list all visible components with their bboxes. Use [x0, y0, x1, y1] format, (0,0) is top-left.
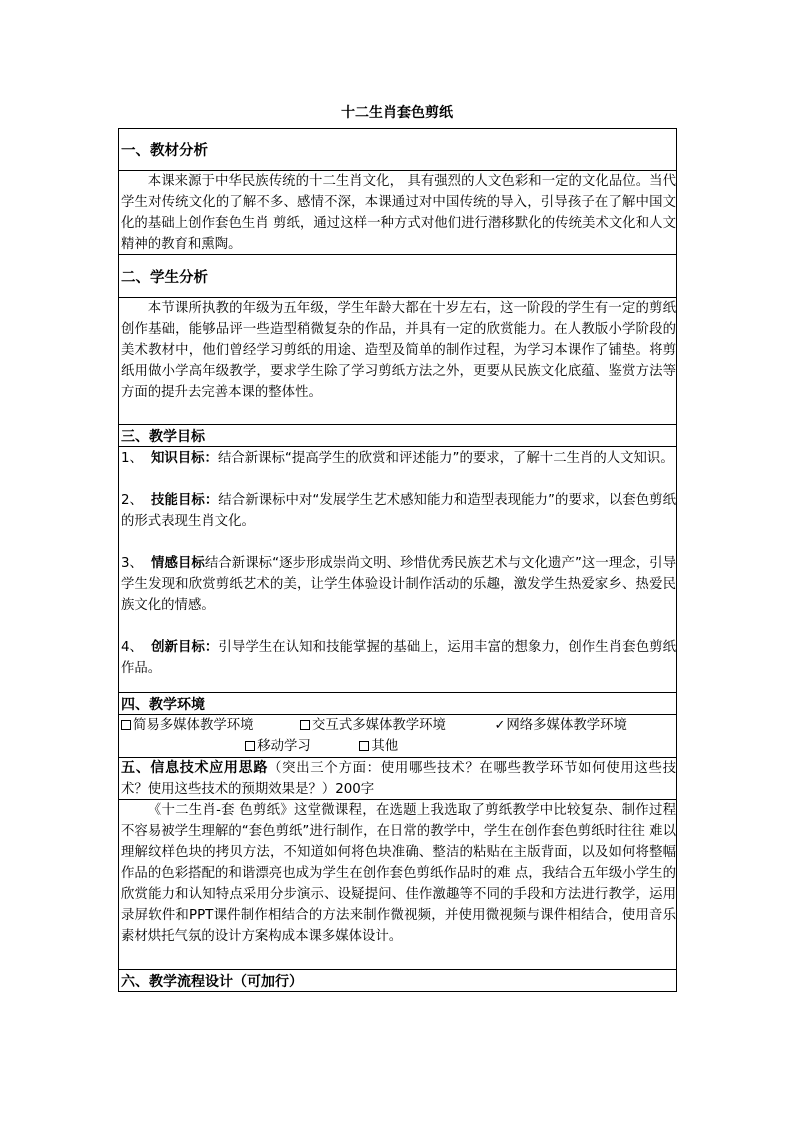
option-mobile-learning[interactable] — [245, 739, 311, 754]
section-body-teaching-goals — [119, 447, 676, 693]
paragraph: 《十二生肖-套 色剪纸》这堂微课程，在选题上我选取了剪纸教学中比较复杂、制作过程不容易被学生理解的“套色剪纸”进行制作，在日常的教学中，学生在创作套色剪纸时往往 难以理解纹样色块的拷贝方法，不知道如何将色块准确、整洁的粘贴在主版背面，以及如何将整幅作品的色彩搭配的和谐漂亮也成为学生在创作套色剪纸作品时的难 点，我结合五年级小学生的欣赏能力和认知特点采用分步演示、设疑提问、佳作激趣等不同的手段和方法进行教学，运用录屏软件和PPT课件制作相结合的方法来制作微视频，并使用微视频与课件相结合，使用音乐素材烘托气氛的设计方案构成本课多媒体设计。 — [121, 803, 676, 944]
environment-options-row — [121, 736, 676, 757]
section-heading-text: 一、教材分析 — [121, 143, 208, 159]
option-label: 网络多媒体教学环境 — [506, 718, 627, 733]
checkbox-empty-icon[interactable] — [359, 741, 369, 751]
goal-item — [121, 553, 676, 616]
goal-item — [121, 637, 676, 679]
section-body-teaching-environment — [119, 715, 676, 758]
page-title: 十二生肖套色剪纸 — [341, 105, 453, 121]
goal-label: 知识目标： — [151, 451, 218, 466]
section-body-material-analysis — [119, 171, 676, 255]
goal-text: 结合新课标“逐步形成崇尚文明、珍惜优秀民族艺术与文化遗产”这一理念，引导学生发现和欣赏剪纸艺术的美，让学生体验设计制作活动的乐趣，激发学生热爱家乡、热爱民族文化的情感。 — [121, 556, 676, 613]
goal-number: 1、 — [121, 451, 143, 466]
section-body-student-analysis — [119, 298, 676, 425]
goal-number: 3、 — [121, 556, 143, 571]
checkbox-empty-icon[interactable] — [121, 720, 131, 730]
option-label: 简易多媒体教学环境 — [133, 718, 254, 733]
option-simple-multimedia[interactable] — [121, 718, 254, 733]
checkbox-empty-icon[interactable] — [300, 720, 310, 730]
goal-text: 引导学生在认知和技能掌握的基础上，运用丰富的想象力，创作生肖套色剪纸作品。 — [121, 640, 676, 676]
option-label: 其他 — [371, 739, 399, 754]
option-label: 交互式多媒体教学环境 — [312, 718, 446, 733]
section-heading-note: （突出三个方面：使用哪些技术？在哪些教学环节如何使用这些技术？使用这些技术的预期效果是？）200字 — [121, 761, 676, 797]
section-heading-it-application — [119, 758, 676, 800]
option-interactive-multimedia[interactable] — [300, 718, 446, 733]
section-heading-material-analysis — [119, 129, 676, 171]
checkmark-icon[interactable]: ✓ — [494, 718, 506, 733]
goal-text: 结合新课标“提高学生的欣赏和评述能力”的要求，了解十二生肖的人文知识。 — [217, 451, 674, 466]
section-heading-teaching-environment — [119, 693, 676, 715]
goal-item — [121, 490, 676, 532]
goal-number: 2、 — [121, 493, 143, 508]
goal-text: 结合新课标中对“发展学生艺术感知能力和造型表现能力”的要求，以套色剪纸的形式表现生肖文化。 — [121, 493, 676, 529]
section-body-it-application — [119, 800, 676, 970]
lesson-plan-table — [118, 128, 677, 992]
option-other[interactable] — [359, 739, 398, 754]
paragraph: 本课来源于中华民族传统的十二生肖文化， 具有强烈的人文色彩和一定的文化品位。当代学生对传统文化的了解不多、感情不深，本课通过对中国传统的导入，引导孩子在了解中国文化的基础上创作套色生肖 剪纸，通过这样一种方式对他们进行潜移默化的传统美术文化和人文精神的教育和熏陶。 — [121, 174, 676, 252]
section-heading-student-analysis — [119, 255, 676, 298]
section-heading-teaching-goals — [119, 425, 676, 447]
section-heading-teaching-flow — [119, 970, 676, 991]
option-network-multimedia[interactable] — [494, 718, 626, 733]
section-heading-text: 六、教学流程设计（可加行） — [121, 973, 303, 990]
goal-item — [121, 448, 676, 469]
section-heading-text: 二、学生分析 — [121, 269, 208, 286]
goal-label: 技能目标： — [151, 493, 219, 508]
checkbox-empty-icon[interactable] — [245, 741, 255, 751]
option-label: 移动学习 — [257, 739, 311, 754]
section-heading-text: 五、信息技术应用思路 — [121, 760, 269, 776]
goal-label: 创新目标： — [151, 640, 219, 655]
environment-options-row — [121, 715, 676, 736]
goal-number: 4、 — [121, 640, 143, 655]
section-heading-text: 三、教学目标 — [121, 428, 205, 445]
goal-label: 情感目标 — [151, 556, 205, 571]
section-heading-text: 四、教学环境 — [121, 696, 205, 713]
paragraph: 本节课所执教的年级为五年级，学生年龄大都在十岁左右，这一阶段的学生有一定的剪纸创作基础，能够品评一些造型稍微复杂的作品，并具有一定的欣赏能力。在人教版小学阶段的美术教材中，他们曾经学习剪纸的用途、造型及简单的制作过程，为学习本课作了铺垫。将剪纸用做小学高年级教学，要求学生除了学习剪纸方法之外，更要从民族文化底蕴、鉴赏方法等方面的提升去完善本课的整体性。 — [121, 301, 676, 400]
